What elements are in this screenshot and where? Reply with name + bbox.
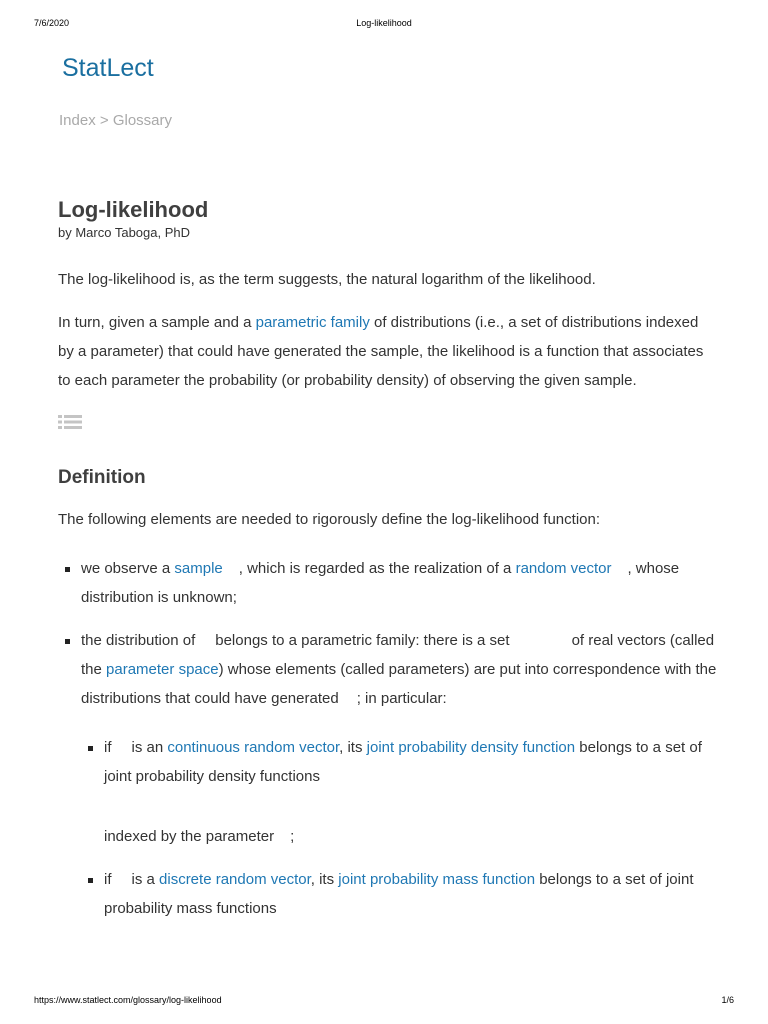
breadcrumb-separator: > — [99, 112, 109, 129]
item1-text-b: , which is regarded as the realization of a — [238, 560, 516, 577]
list-item — [81, 865, 718, 923]
para2-text-a: In turn, given a sample and a — [58, 314, 256, 331]
sub1-text-c: , its — [339, 739, 367, 756]
breadcrumb-glossary-link[interactable]: Glossary — [112, 112, 172, 129]
sub1-text-d: belongs to a set of joint probability density functions — [104, 739, 702, 785]
item2-text-b: belongs to a parametric family: there is a set — [215, 632, 510, 649]
list-icon[interactable] — [58, 414, 82, 430]
page-title: Log-likelihood — [58, 197, 209, 222]
joint-pmf-link[interactable]: joint probability mass function — [338, 871, 536, 888]
breadcrumb — [59, 112, 172, 129]
breadcrumb-index-link[interactable]: Index — [59, 112, 96, 129]
joint-pdf-link[interactable]: joint probability density function — [366, 739, 576, 756]
print-page-number: 1/6 — [721, 995, 734, 1005]
definition-lead: The following elements are needed to rigorously define the log-likelihood function: — [58, 511, 600, 528]
list-item — [81, 733, 718, 851]
print-title: Log-likelihood — [356, 18, 412, 28]
intro-paragraph: The log-likelihood is, as the term suggests, the natural logarithm of the likelihood. — [58, 271, 596, 288]
parametric-family-link[interactable]: parametric family — [255, 314, 370, 331]
distribution-sublist — [81, 733, 718, 923]
sub1-text-f: ; — [290, 828, 295, 845]
definition-heading: Definition — [58, 467, 146, 488]
parameter-space-link[interactable]: parameter space — [106, 661, 219, 678]
likelihood-paragraph — [58, 308, 718, 395]
print-url: https://www.statlect.com/glossary/log-likelihood — [34, 995, 222, 1005]
item2-text-e: ; in particular: — [356, 690, 447, 707]
para2-text-b: of distributions (i.e., a set of distributions indexed by a parameter) that could have generated the sample, the likelihood is a function that associates to each parameter the probability (or probability density) of observing the given sample. — [58, 314, 704, 389]
sub1-text-b: is an — [131, 739, 168, 756]
sub2-text-a: if — [104, 871, 112, 888]
list-item — [58, 554, 718, 612]
sample-link[interactable]: sample — [174, 560, 223, 577]
list-item — [58, 626, 718, 923]
article — [58, 195, 718, 937]
random-vector-link[interactable]: random vector — [515, 560, 612, 577]
sub1-text-e: indexed by the parameter — [104, 828, 275, 845]
formula-placeholder — [104, 791, 718, 822]
discrete-random-vector-link[interactable]: discrete random vector — [159, 871, 311, 888]
item1-text-c: , whose distribution is unknown; — [81, 560, 680, 606]
sub2-text-d: belongs to a set of joint probability mass functions — [104, 871, 694, 917]
continuous-random-vector-link[interactable]: continuous random vector — [167, 739, 340, 756]
sub2-text-b: is a — [131, 871, 160, 888]
sub2-text-c: , its — [310, 871, 339, 888]
item2-text-c: of real vectors (called the — [81, 632, 715, 678]
print-date: 7/6/2020 — [34, 18, 70, 28]
item2-text-d: ) whose elements (called parameters) are put into correspondence with the distributions that could have generated — [81, 661, 717, 707]
item2-text-a: the distribution of — [81, 632, 196, 649]
site-logo-link[interactable]: StatLect — [62, 54, 154, 82]
sub1-text-a: if — [104, 739, 112, 756]
author-byline: by Marco Taboga, PhD — [58, 225, 190, 240]
item1-text-a: we observe a — [81, 560, 175, 577]
definition-list — [58, 554, 718, 923]
